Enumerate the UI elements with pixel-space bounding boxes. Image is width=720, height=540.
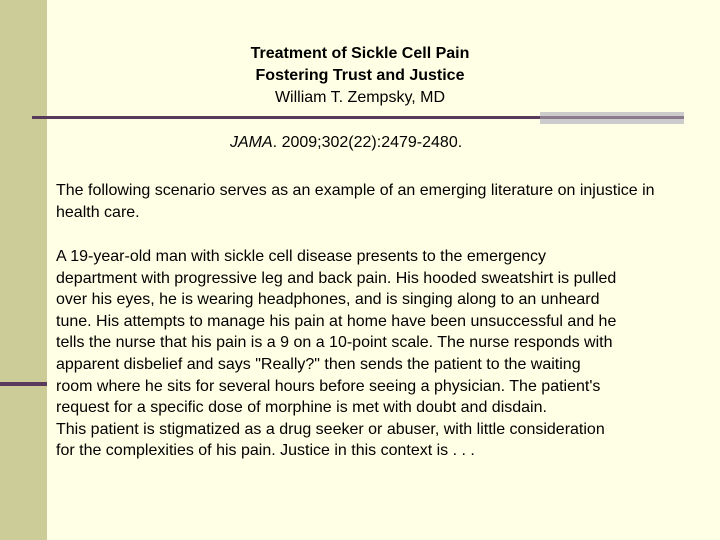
scenario-line: request for a specific dose of morphine is met with doubt and disdain. xyxy=(56,399,547,417)
citation-details: . 2009;302(22):2479-2480. xyxy=(272,134,463,151)
journal-name: JAMA xyxy=(230,134,273,151)
divider-box-line xyxy=(540,116,684,119)
scenario-line: for the complexities of his pain. Justice in this context is . . . xyxy=(56,442,475,460)
scenario-paragraph xyxy=(56,246,696,462)
intro-paragraph: The following scenario serves as an example of an emerging literature on injustice in health care. xyxy=(56,182,655,221)
slide-subtitle: Fostering Trust and Justice xyxy=(255,67,465,84)
scenario-line: This patient is stigmatized as a drug seeker or abuser, with little consideration xyxy=(56,420,605,438)
scenario-line: department with progressive leg and back pain. His hooded sweatshirt is pulled xyxy=(56,269,617,287)
scenario-line: room where he sits for several hours before seeing a physician. The patient's xyxy=(56,377,601,395)
scenario-line: tells the nurse that his pain is a 9 on a 10-point scale. The nurse responds with xyxy=(56,334,613,352)
scenario-line: apparent disbelief and says "Really?" then sends the patient to the waiting xyxy=(56,355,581,373)
slide-title: Treatment of Sickle Cell Pain xyxy=(250,45,470,62)
scenario-line: A 19-year-old man with sickle cell disease presents to the emergency xyxy=(56,248,547,265)
left-decorative-bar xyxy=(0,0,47,540)
author-name: William T. Zempsky, MD xyxy=(274,89,446,106)
citation xyxy=(230,132,462,154)
title-block xyxy=(200,43,520,109)
scenario-line: tune. His attempts to manage his pain at home have been unsuccessful and he xyxy=(56,312,617,330)
scenario-line: over his eyes, he is wearing headphones, and is singing along to an unheard xyxy=(56,291,600,309)
divider-rule xyxy=(32,116,540,119)
left-bar-accent xyxy=(0,382,47,386)
